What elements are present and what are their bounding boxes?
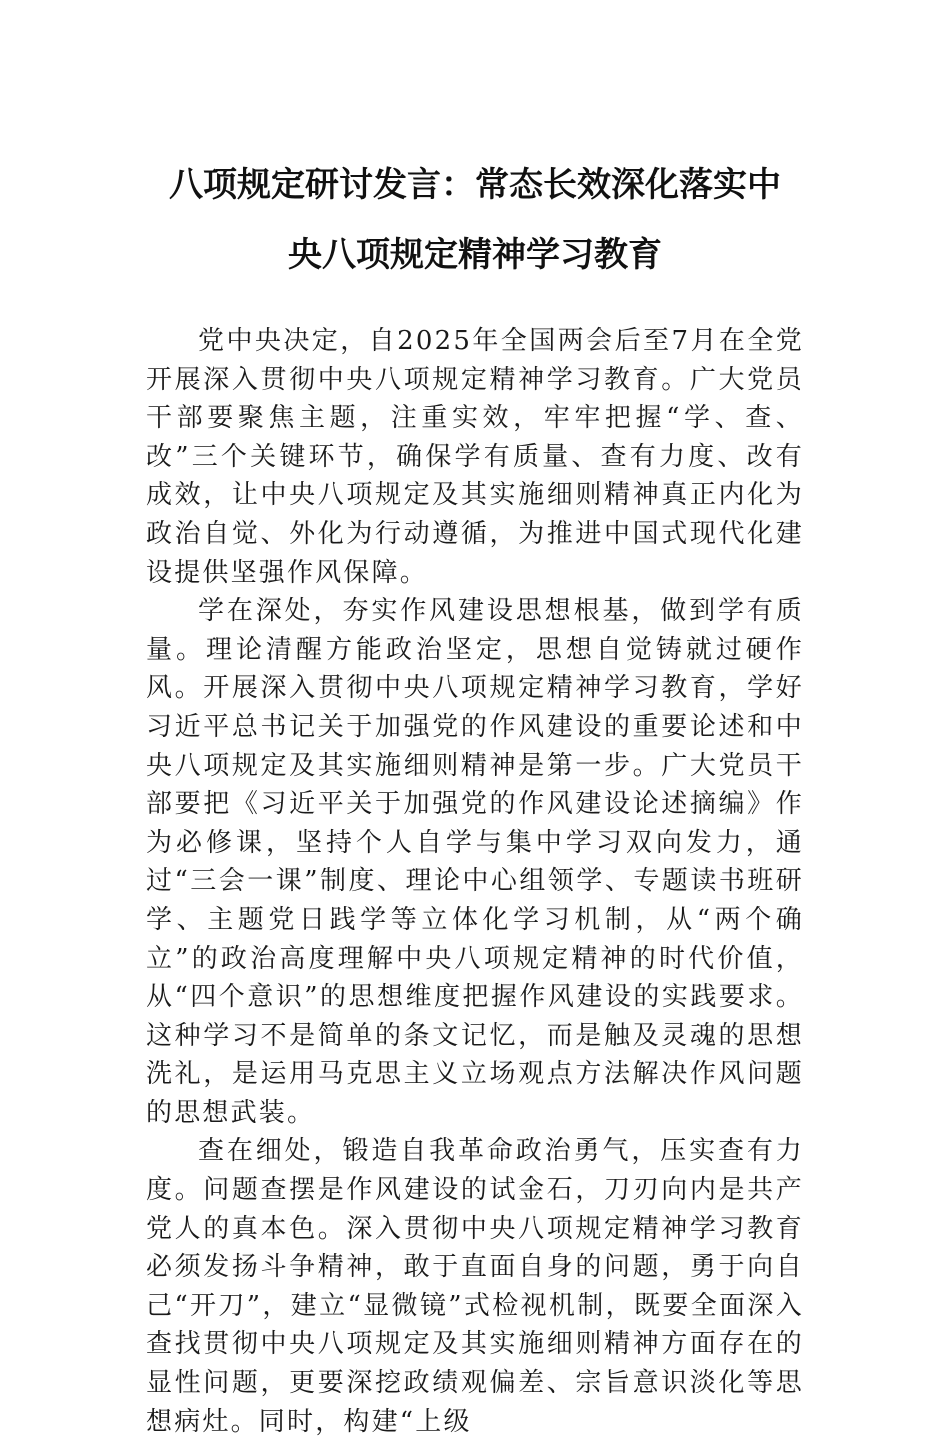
paragraph-inspect: 查在细处，锻造自我革命政治勇气，压实查有力度。问题查摆是作风建设的试金石，刀刃向内是共产党人的真本色。深入贯彻中央八项规定精神学习教育必须发扬斗争精神，敢于直面自身的问题，勇于向自己“开刀”，建立“显微镜”式检视机制，既要全面深入查找贯彻中央八项规定及其实施细则精神方面存在的显性问题，更要深挖政绩观偏差、宗旨意识淡化等思想病灶。同时，构建“上级 (146, 1136, 804, 1437)
paragraph-study: 学在深处，夯实作风建设思想根基，做到学有质量。理论清醒方能政治坚定，思想自觉铸就过硬作风。开展深入贯彻中央八项规定精神学习教育，学好习近平总书记关于加强党的作风建设的重要论述和中央八项规定及其实施细则精神是第一步。广大党员干部要把《习近平关于加强党的作风建设论述摘编》作为必修课，坚持个人自学与集中学习双向发力，通过“三会一课”制度、理论中心组领学、专题读书班研学、主题党日践学等立体化学习机制，从“两个确立”的政治高度理解中央八项规定精神的时代价值，从“四个意识”的思想维度把握作风建设的实践要求。这种学习不是简单的条文记忆，而是触及灵魂的思想洗礼，是运用马克思主义立场观点方法解决作风问题的思想武装。 (146, 596, 804, 1128)
document-body (146, 322, 804, 1441)
paragraph-intro: 党中央决定，自2025年全国两会后至7月在全党开展深入贯彻中央八项规定精神学习教育。广大党员干部要聚焦主题，注重实效，牢牢把握“学、查、改”三个关键环节，确保学有质量、查有力度、改有成效，让中央八项规定及其实施细则精神真正内化为政治自觉、外化为行动遵循，为推进中国式现代化建设提供坚强作风保障。 (146, 326, 804, 588)
document-title-line-2: 央八项规定精神学习教育 (288, 235, 662, 275)
document-title-line-1: 八项规定研讨发言：常态长效深化落实中 (169, 165, 781, 205)
